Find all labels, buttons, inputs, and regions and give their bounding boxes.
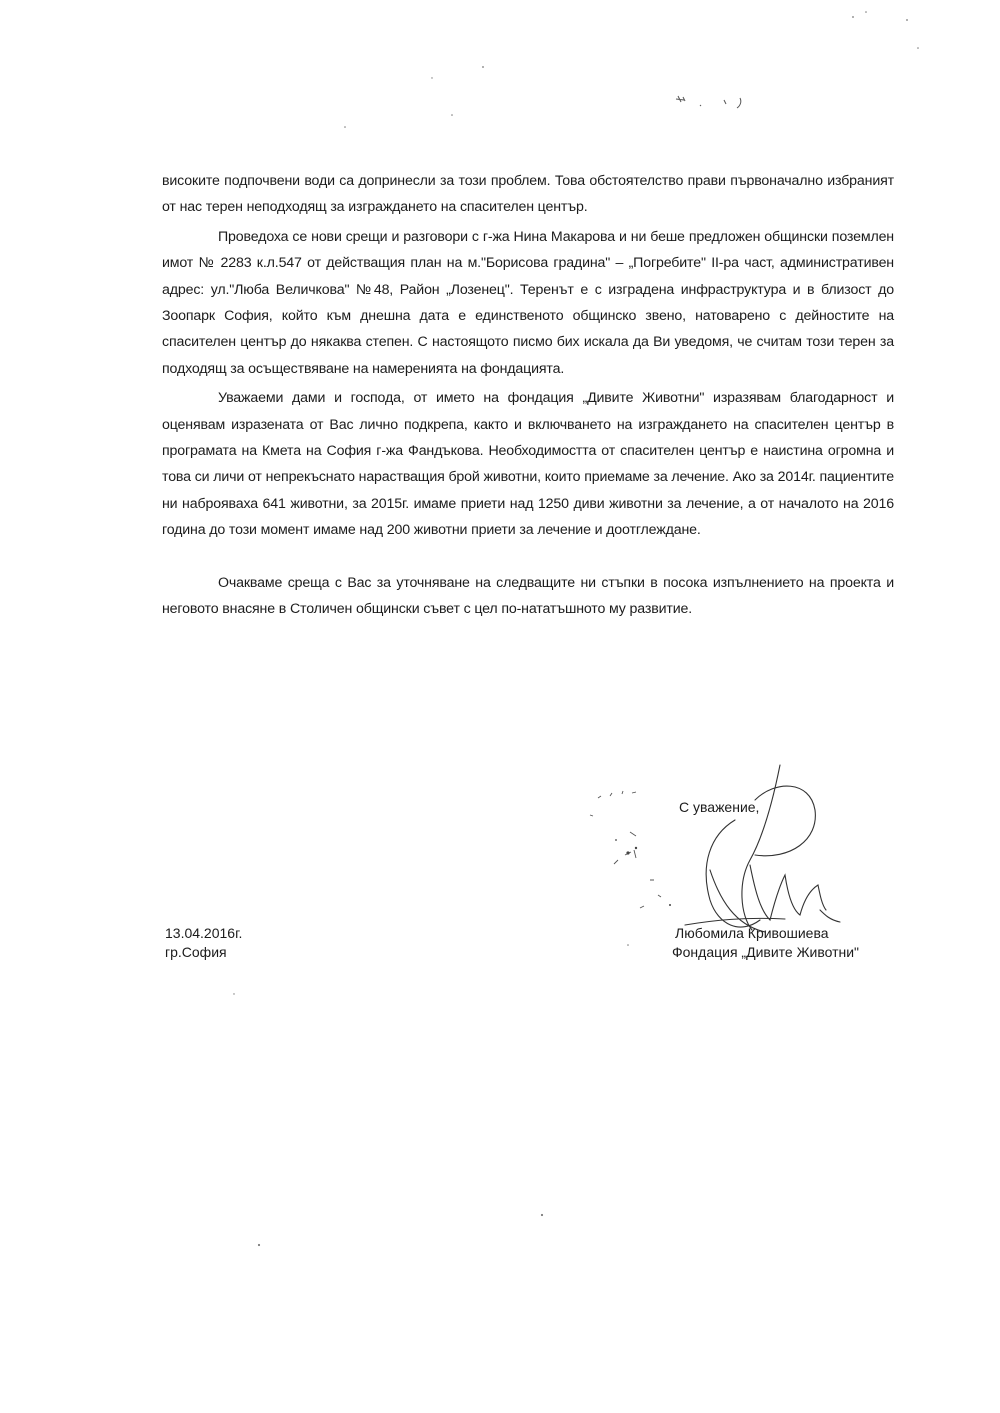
closing-salutation: С уважение, <box>679 799 760 815</box>
paragraph-4: Очакваме среща с Вас за уточняване на следващите ни стъпки в посока изпълнението на проекта и неговото внасяне в Столичен общински съвет с цел по-нататъшното му развитие. <box>162 574 894 618</box>
letter-date: 13.04.2016г. <box>165 925 243 941</box>
paragraph-1: високите подпочвени води са допринесли за този проблем. Това обстоятелство прави първоначално избраният от нас терен неподходящ за изграждането на спасителен център. <box>162 173 894 216</box>
letter-place: гр.София <box>165 944 227 960</box>
paragraph-3: Уважаеми дами и господа, от името на фондация „Дивите Животни" изразявам благодарност и оценявам изразената от Вас лично подкрепа, както и включването на изграждането на спасителен център в програмата на Кмета на София г-жа Фандъкова. Необходимостта от спасителен център е наистина огромна и това си личи от непрекъснато нарастващия брой животни, които приемаме за лечение. Ако за 2014г. пациентите ни наброяваха 641 животни, за 2015г. имаме приети над 1250 диви животни за лечение, а от началото на 2016 година до този момент имаме над 200 животни приети за лечение и доотглеждане. <box>162 390 894 539</box>
signer-organization: Фондация „Дивите Животни" <box>672 944 860 960</box>
letter-body <box>162 168 894 623</box>
paragraph-2: Проведоха се нови срещи и разговори с г-жа Нина Макарова и ни беше предложен общински поземлен имот № 2283 к.л.547 от действащия план на м."Борисова градина" – „Погребите" II-ра част, административен адрес: ул."Люба Величкова" №48, Район „Лозенец". Теренът е с изградена инфраструктура и в близост до Зоопарк София, който към днешна дата е единственото общинско звено, натоварено с дейностите на спасителен център до някаква степен. С настоящото писмо бих искала да Ви уведомя, че считам този терен за подходящ за осъществяване на намеренията на фондацията. <box>162 228 894 377</box>
signer-name: Любомила Кривошиева <box>675 925 829 941</box>
